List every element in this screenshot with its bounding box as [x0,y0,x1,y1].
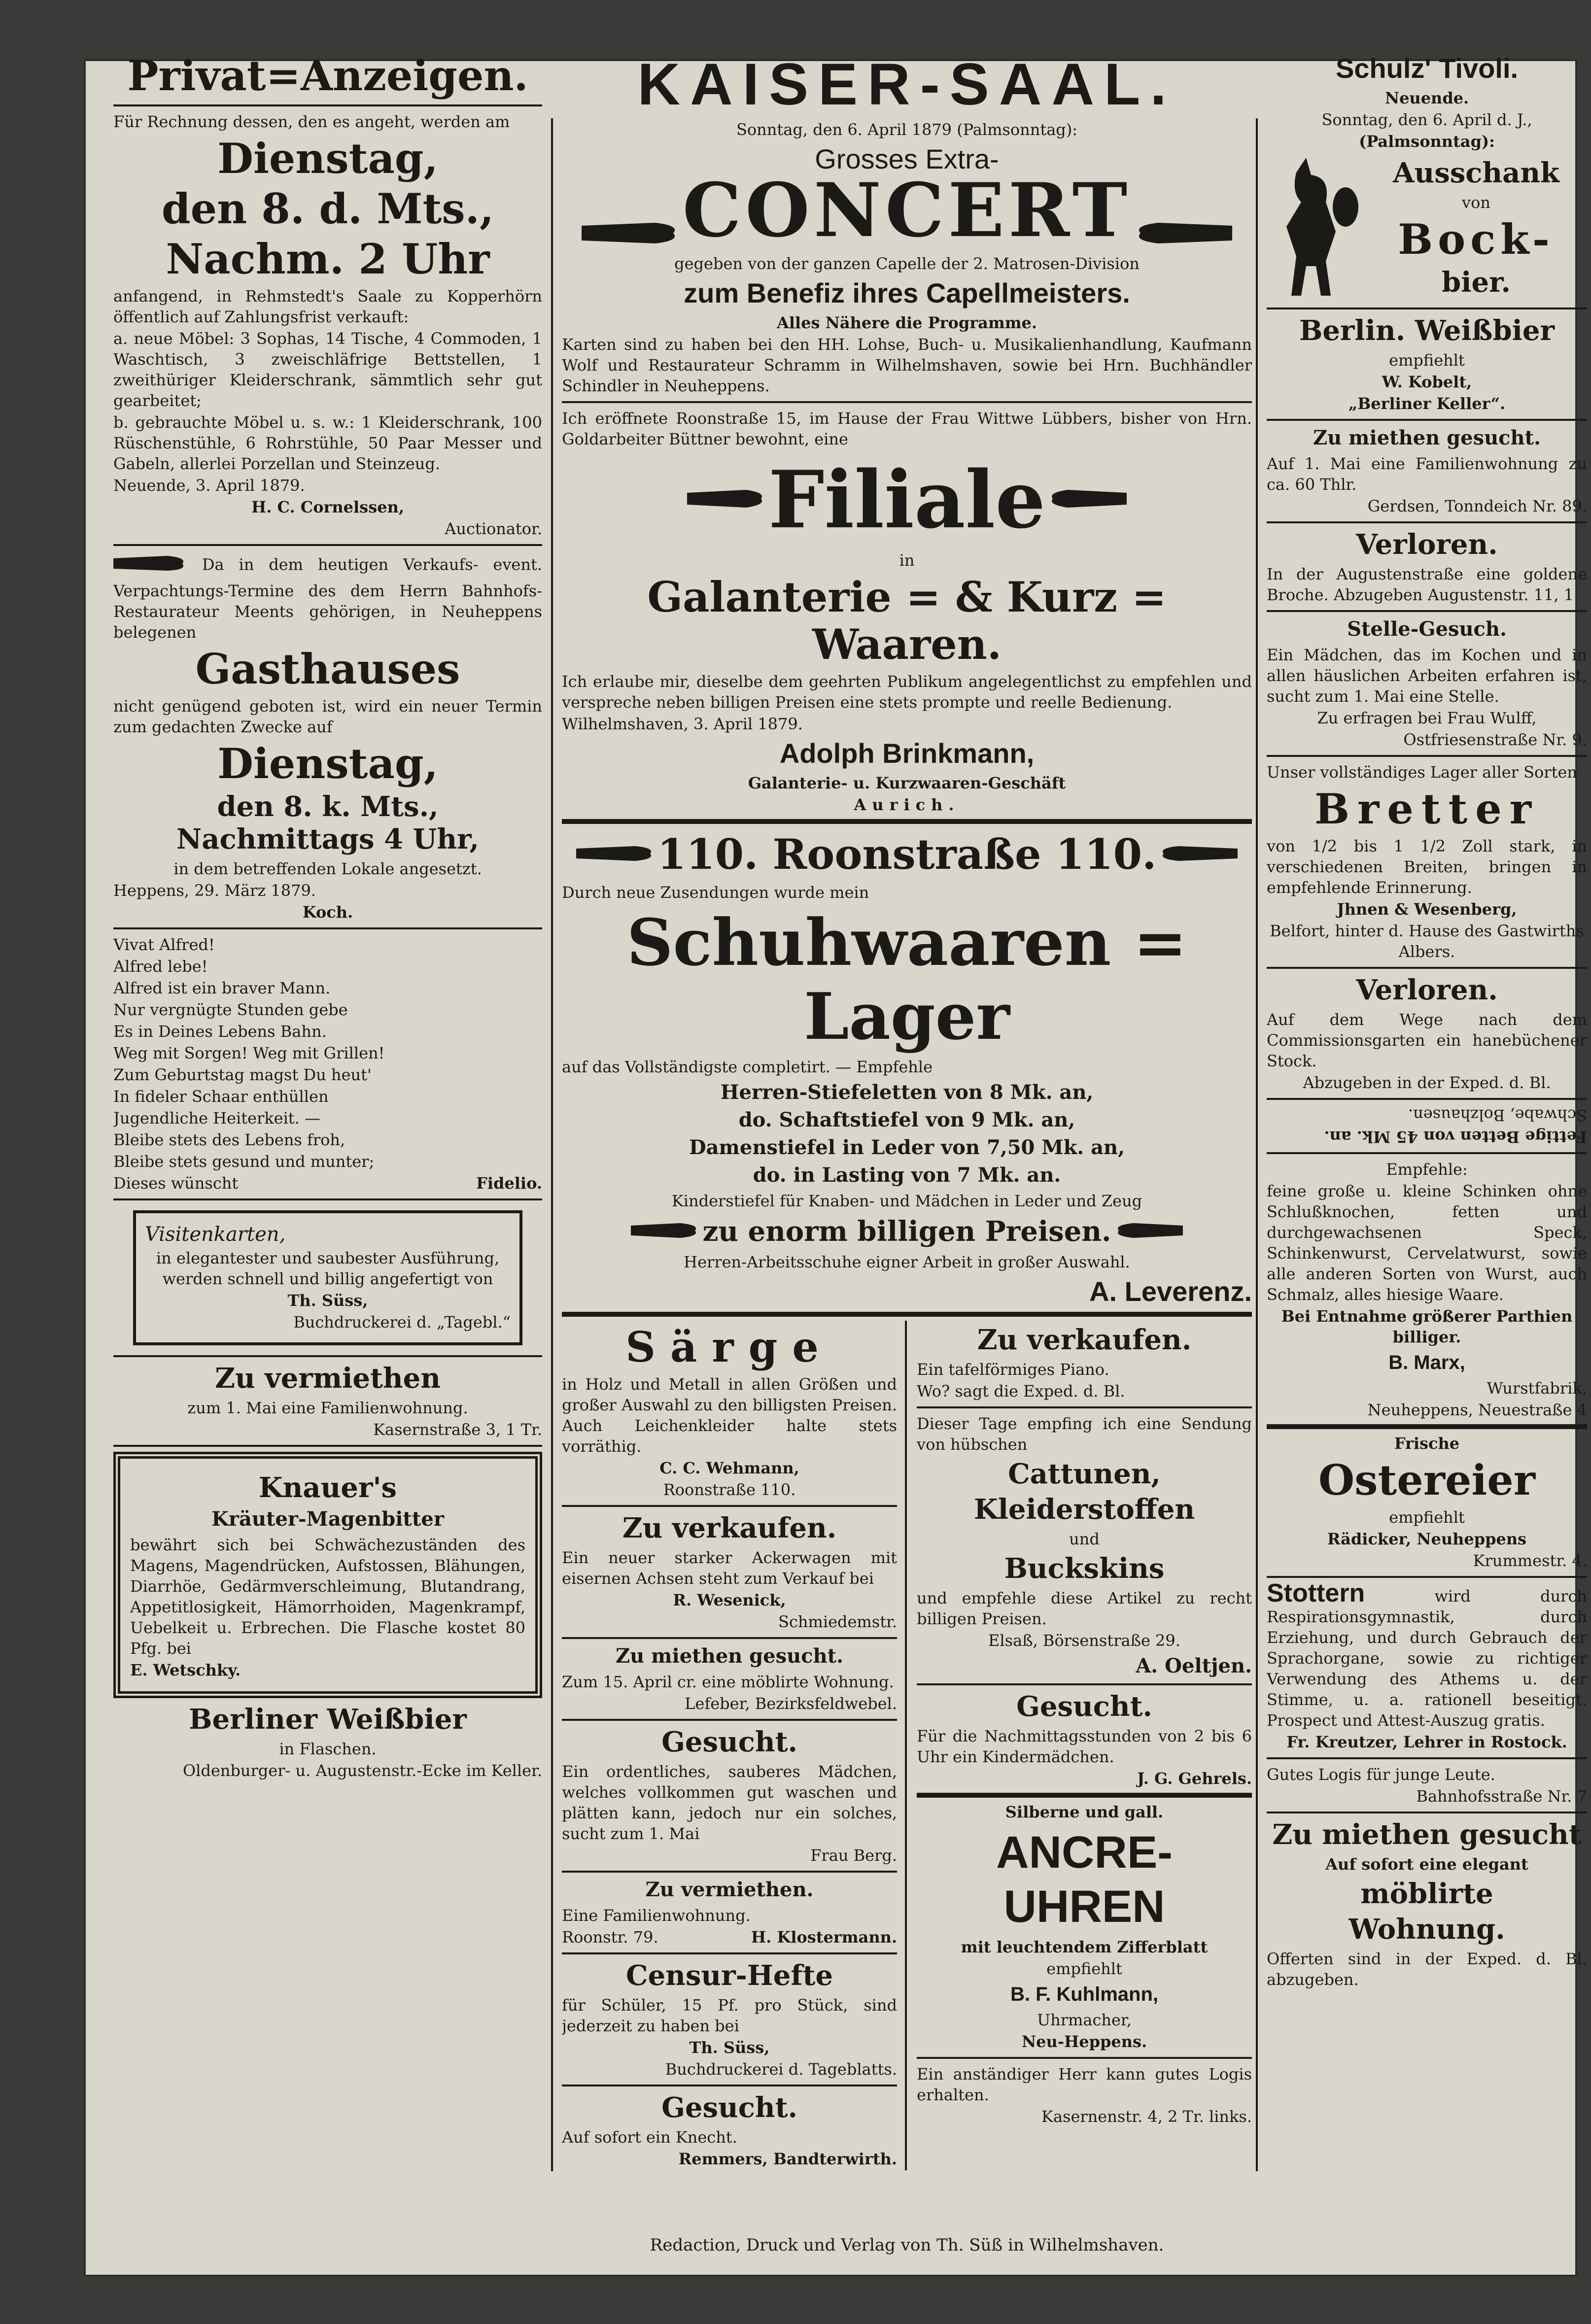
subcolumn-right [917,1321,1252,2170]
vermiethen-line [562,1927,897,1948]
divider [1267,521,1587,523]
pointing-hand-icon [1114,1218,1183,1245]
logis-body: Gutes Logis für junge Leute. [1267,1765,1495,1784]
marx-signature: B. Marx, [1388,1352,1465,1373]
gasthaus-body: nicht genügend geboten ist, wird ein neuer Termin zum gedachten Zwecke auf [113,697,542,736]
logis-body: Ein anständiger Herr kann gutes Logis erhalten. [917,2064,1252,2104]
vermiethen-title: Zu vermiethen [215,1362,441,1395]
tivoli-bock-row [1267,153,1587,303]
kaiser-date: Sonntag, den 6. April 1879 (Palmsonntag): [736,120,1078,139]
miethen-sub: Auf sofort eine elegant [1325,1855,1528,1874]
cattunen-place: Elsaß, Börsenstraße 29. [988,1631,1180,1650]
privat-time: Nachm. 2 Uhr [166,235,490,283]
poem-line: Jugendliche Heiterkeit. — [113,1109,320,1128]
gesucht-signature: J. G. Gehrels. [1137,1769,1252,1788]
pointing-hand-icon [576,841,655,868]
poem-line: Dieses wünscht Fidelio. [113,1174,542,1193]
cattunen-intro: Dieser Tage empfing ich eine Sendung von hübschen [917,1414,1252,1454]
verkaufen-question: Wo? sagt die Exped. d. Bl. [917,1381,1125,1401]
verloren-body: In der Augustenstraße eine goldene Broche. Abzugeben Augustenstr. 11, 1 [1267,565,1587,604]
marx-address: Neuheppens, Neuestraße 4 [1367,1401,1587,1419]
privat-intro: Für Rechnung dessen, den es angeht, werden am [113,112,510,131]
privat-date: den 8. d. Mts., [161,184,494,233]
upside-down-head: Fettige Betten von 45 Mk. an. [1324,1128,1587,1146]
schuh-address: 110. Roonstraße 110. [657,829,1157,879]
poem-line: Weg mit Sorgen! Weg mit Grillen! [113,1044,385,1062]
filiale-goods: Galanterie = & Kurz = Waaren. [647,572,1167,669]
stottern-title: Stottern [1267,1579,1365,1607]
tivoli-palm: (Palmsonntag): [1359,132,1495,151]
stottern-ad [1267,1579,1587,1731]
privat-item-a: a. neue Möbel: 3 Sophas, 14 Tische, 4 Commoden, 1 Waschtisch, 3 zweischläfrige Bettstellen, 1 zweithüriger Kleiderschrank, sämmtlich sehr gut gearbeitet; [113,329,542,410]
buckskins-title: Buckskins [1004,1552,1165,1585]
tivoli-bier: bier. [1442,266,1511,299]
filiale-title-row [562,450,1252,549]
miethen-title: Zu miethen gesucht. [1313,426,1541,449]
verkaufen-title: Zu verkaufen. [977,1323,1192,1356]
divider [1267,1757,1587,1759]
miethen-title: Zu miethen gesucht [1272,1818,1582,1851]
weissbier-empfiehlt: empfiehlt [1389,351,1465,370]
saerge-body: in Holz und Metall in allen Größen und großer Auswahl zu den billigsten Preisen. Auch Leichenkleider halte stets vorräthig. [562,1374,897,1456]
marx-bei: Bei Entnahme größerer Parthien billiger. [1281,1307,1573,1346]
knauer-body: bewährt sich bei Schwächezuständen des Magens, Magendrücken, Aufstossen, Blähungen, Diarrhöe, Gedärmverschleimung, Blutandrang, Appetitlosigkeit, Hämorrhoiden, Magenkrampf, Uebelkeit u. Erbrechen. Die Flasche kostet 80 Pfg. bei [130,1536,525,1658]
visitenkarten-body: in elegantester und saubester Ausführung, werden schnell und billig angefertigt von [156,1249,500,1288]
stelle-title: Stelle-Gesuch. [1347,617,1507,641]
visitenkarten-title: Visitenkarten, [145,1223,286,1246]
uhren-signature: B. F. Kuhlmann, [1010,1983,1158,2005]
filiale-title: Filiale [768,453,1046,546]
knauer-title: Knauer's [258,1471,397,1504]
schuh-body: auf das Vollständigste completirt. — Empfehle [562,1057,933,1076]
stelle-body: Ein Mädchen, das im Kochen und in allen häuslichen Arbeiten erfahren ist, sucht zum 1. Mai eine Stelle. [1267,646,1587,706]
visitenkarten-place: Buchdruckerei d. „Tagebl.“ [293,1313,511,1332]
knauer-subtitle: Kräuter-Magenbitter [211,1507,444,1531]
vermiethen-address: Roonstr. 79. [562,1927,658,1947]
schuh-intro: Durch neue Zusendungen wurde mein [562,883,869,902]
privat-body: anfangend, in Rehmstedt's Saale zu Kopperhörn öffentlich auf Zahlungsfrist verkauft: [113,287,542,326]
gasthaus-place: in dem betreffenden Lokale angesetzt. [173,859,482,878]
weissbier-signature: W. Kobelt, [1382,373,1472,391]
vermiethen-body: Eine Familienwohnung. [562,1906,751,1925]
divider [1267,1424,1587,1429]
visitenkarten-signature: Th. Süss, [287,1291,368,1310]
knauer-ad [113,1452,542,1698]
divider [1267,1576,1587,1578]
miethen-body: Auf 1. Mai eine Familienwohnung zu ca. 60 Thlr. [1267,454,1587,494]
divider [113,1445,542,1447]
kaiser-benefit: zum Benefiz ihres Capellmeisters. [684,277,1130,308]
divider [1267,1811,1587,1813]
gasthaus-intro [113,551,542,643]
kaiser-concert-row [562,167,1252,254]
gasthaus-day: Dienstag, [217,739,438,788]
divider [917,1793,1252,1798]
saerge-address: Roonstraße 110. [663,1480,796,1499]
column-left [113,49,542,2225]
poem-line: Alfred lebe! [113,957,208,976]
schuh-item: Damenstiefel in Leder von 7,50 Mk. an, [689,1135,1125,1159]
schuh-price: zu enorm billigen Preisen. [702,1215,1111,1248]
verkaufen-signature: R. Wesenick, [673,1590,786,1609]
divider [113,104,542,106]
divider [562,2085,897,2086]
privat-role: Auctionator. [445,519,542,538]
bretter-signature: Jhnen & Wesenberg, [1337,900,1517,919]
censur-title: Censur-Hefte [625,1959,833,1992]
tivoli-date: Sonntag, den 6. April d. J., [1321,110,1532,129]
divider [562,1952,897,1954]
subcolumn-left [562,1321,907,2170]
marx-body: feine große u. kleine Schinken ohne Schlußknochen, fetten und durchgewachsenen Speck, Schinkenwurst, Cervelatwurst, sowie alle anderen Sorten von Wurst, auch Schmalz, alles hiesige Waare. [1267,1182,1587,1304]
cattunen-body: und empfehle diese Artikel zu recht billigen Preisen. [917,1588,1252,1628]
divider [917,1683,1252,1685]
filiale-dateline: Wilhelmshaven, 3. April 1879. [562,714,803,733]
divider [113,544,542,546]
schuh-address-row [562,828,1252,881]
divider [562,1719,897,1721]
miethen-body: Offerten sind in der Exped. d. Bl. abzugeben. [1267,1949,1587,1989]
kaiser-title: KAISER-SAAL. [637,51,1176,117]
poem-line: Nur vergnügte Stunden gebe [113,1000,348,1019]
pointing-hand-icon [687,484,766,515]
uhren-role: Uhrmacher, [1037,2010,1132,2029]
saerge-title: Särge [625,1322,833,1371]
imprint-footer: Redaction, Druck und Verlag von Th. Süß in Wilhelmshaven. [650,2235,1164,2255]
vermiethen-address: Kasernstraße 3, 1 Tr. [373,1420,542,1439]
gasthaus-date: den 8. k. Mts., Nachmittags 4 Uhr, [176,790,479,855]
schuh-title: Schuhwaaren = Lager [626,904,1187,1054]
marx-role: Wurstfabrik, [1487,1379,1587,1398]
divider [1267,967,1587,969]
pointing-hand-icon [1048,484,1127,515]
kaiser-tickets: Karten sind zu haben bei den HH. Lohse, Buch- u. Musikalienhandlung, Kaufmann Wolf und Restaurateur Schramm in Wilhelmshaven, sowie bei Hrn. Buchhändler Schindler in Neuheppens. [562,335,1252,395]
pointing-hand-icon [631,1218,700,1245]
divider [917,2057,1252,2059]
filiale-intro: Ich eröffnete Roonstraße 15, im Hause der Frau Wittwe Lübbers, bisher von Hrn. Goldarbeiter Büttner bewohnt, eine [562,409,1252,448]
oster-title: Ostereier [1318,1456,1535,1504]
kaiser-concert: CONCERT [682,167,1132,254]
oster-address: Krummestr. 4. [1473,1551,1587,1570]
tivoli-von: von [1462,193,1490,212]
oster-intro: Frische [1394,1434,1460,1453]
gesucht-body: Auf sofort ein Knecht. [562,2127,737,2147]
tivoli-title: Schulz' Tivoli. [1335,53,1519,84]
poem-line: Zum Geburtstag magst Du heut' [113,1065,372,1084]
miethen-moeblirte: möblirte [1360,1878,1493,1910]
privat-day: Dienstag, [217,134,438,183]
verkaufen-role: Schmiedemstr. [778,1612,897,1631]
upside-down-sub: Schwabe, Bolzhausen. [1408,1106,1587,1125]
censur-place: Buchdruckerei d. Tageblatts. [665,2059,897,2079]
verkaufen-body: Ein neuer starker Ackerwagen mit eisernen Achsen steht zum Verkauf bei [562,1548,897,1588]
cattunen-und: und [1069,1529,1100,1548]
bretter-intro: Unser vollständiges Lager aller Sorten [1267,763,1577,782]
uhren-subtitle: mit leuchtendem Zifferblatt [961,1937,1208,1956]
filiale-town: Aurich. [854,795,960,814]
vermiethen-body: zum 1. Mai eine Familienwohnung. [187,1399,468,1417]
divider [1267,610,1587,612]
divider [1267,419,1587,421]
filiale-in: in [899,550,915,570]
miethen-signature: Gerdsen, Tonndeich Nr. 89. [1367,497,1587,515]
gasthaus-signature: Koch. [302,903,353,922]
schuh-kinder: Kinderstiefel für Knaben- und Mädchen in Leder und Zeug [671,1191,1142,1210]
filiale-body: Ich erlaube mir, dieselbe dem geehrten Publikum angelegentlichst zu empfehlen und verspreche neben billigen Preisen eine stets prompte und reelle Bedienung. [562,672,1252,712]
weissbier-title: Berliner Weißbier [189,1703,467,1736]
kleiderstoffen-title: Kleiderstoffen [973,1493,1195,1526]
schuh-signature: A. Leverenz. [1089,1275,1252,1307]
divider [562,1637,897,1639]
verloren-body: Auf dem Wege nach dem Commissionsgarten ein hanebüchener Stock. [1267,1010,1587,1070]
column-middle [562,49,1252,2225]
weissbier-title: Berlin. Weißbier [1299,314,1555,347]
gesucht-title: Gesucht. [1016,1690,1152,1723]
uhren-intro: Silberne und gall. [1005,1802,1164,1821]
logis-address: Bahnhofsstraße Nr. 7 [1416,1787,1587,1806]
stottern-signature: Fr. Kreutzer, Lehrer in Rostock. [1286,1733,1567,1751]
schuh-item: do. in Lasting von 7 Mk. an. [753,1163,1061,1187]
divider [113,1355,542,1357]
verkaufen-title: Zu verkaufen. [622,1511,837,1544]
filiale-shop: Galanterie- u. Kurzwaaren-Geschäft [748,773,1066,792]
middle-subcolumns [562,1321,1252,2170]
poem-line: Bleibe stets des Lebens froh, [113,1130,346,1149]
privat-title: Privat=Anzeigen. [127,51,528,100]
saerge-signature: C. C. Wehmann, [659,1458,799,1477]
divider [917,1406,1252,1408]
censur-signature: Th. Süss, [689,2038,770,2057]
divider [562,1505,897,1507]
bretter-address: Belfort, hinter d. Hause des Gastwirths Albers. [1270,922,1584,961]
knauer-signature: E. Wetschky. [130,1661,241,1679]
kaiser-grosses: Grosses Extra- [815,143,999,174]
divider [1267,308,1587,309]
tivoli-bock: Bock- [1398,215,1555,264]
schuh-item: Herren-Stiefeletten von 8 Mk. an, [720,1080,1094,1104]
filiale-signature: Adolph Brinkmann, [779,737,1035,769]
privat-signature: H. C. Cornelssen, [251,498,404,516]
visitenkarten-ad [133,1210,522,1345]
oster-signature: Rädicker, Neuheppens [1327,1530,1527,1548]
divider [562,1871,897,1873]
uhren-title: ANCRE-UHREN [996,1827,1173,1932]
gasthaus-intro-text: Da in dem heutigen Verkaufs- event. Verpachtungs-Termine des dem Herrn Bahnhofs-Restaurateur Meents gehörigen, in Neuheppens belegenen [113,555,542,642]
pointing-hand-icon [1159,841,1238,868]
uhren-empfiehlt: empfiehlt [1046,1959,1122,1978]
weissbier-address: Oldenburger- u. Augustenstr.-Ecke im Keller. [182,1761,542,1780]
miethen-signature: Lefeber, Bezirksfeldwebel. [685,1694,897,1713]
vermiethen-signature: H. Klostermann. [751,1927,897,1947]
divider [562,401,1252,403]
poem [113,934,542,1194]
poem-line: In fideler Schaar enthüllen [113,1087,329,1106]
column-rule [551,118,553,2171]
tivoli-bock-text [1365,154,1587,302]
verkaufen-body: Ein tafelförmiges Piano. [917,1360,1109,1379]
gesucht-title: Gesucht. [661,2091,797,2124]
logis-address: Kasernenstr. 4, 2 Tr. links. [1041,2107,1252,2126]
upside-down-ad [1267,1105,1587,1147]
privat-dateline: Neuende, 3. April 1879. [113,476,305,495]
stelle-address: Ostfriesenstraße Nr. 9. [1403,730,1587,749]
verloren-address: Abzugeben in der Exped. d. Bl. [1303,1073,1551,1092]
gesucht-signature: Frau Berg. [810,1846,897,1865]
schuh-arbeit: Herren-Arbeitsschuhe eigner Arbeit in großer Auswahl. [684,1252,1130,1271]
poem-line: Vivat Alfred! [113,935,215,954]
kaiser-by: gegeben von der ganzen Capelle der 2. Matrosen-Division [674,254,1140,273]
stelle-question: Zu erfragen bei Frau Wulff, [1317,709,1537,727]
schuh-price-row [562,1212,1252,1251]
divider [1267,1098,1587,1100]
bretter-body: von 1/2 bis 1 1/2 Zoll stark, in verschiedenen Breiten, bringen in empfehlende Erinnerung. [1267,837,1587,897]
poem-signature: Fidelio. [476,1174,542,1193]
miethen-title: Zu miethen gesucht. [615,1644,844,1668]
privat-item-b: b. gebrauchte Möbel u. s. w.: 1 Kleiderschrank, 100 Rüschenstühle, 6 Rohrstühle, 50 Paar Messer und Gabeln, allerlei Porzellan und Steinzeug. [113,413,542,473]
schuh-item: do. Schaftstiefel von 9 Mk. an, [738,1108,1075,1131]
pointing-hand-icon [113,551,187,581]
oster-empfiehlt: empfiehlt [1389,1508,1465,1527]
miethen-body: Zum 15. April cr. eine möblirte Wohnung. [562,1672,894,1691]
marx-empfehle: Empfehle: [1386,1160,1468,1179]
divider [1267,755,1587,757]
cattunen-signature: A. Oeltjen. [1136,1654,1252,1677]
poem-line: Alfred ist ein braver Mann. [113,979,331,997]
tivoli-ausschank: Ausschank [1393,157,1559,189]
verloren-title: Verloren. [1356,528,1498,561]
gesucht-signature: Remmers, Bandterwirth. [678,2149,897,2168]
gasthaus-word: Gasthauses [195,645,460,693]
column-right [1267,49,1587,2225]
weissbier-body: in Flaschen. [279,1740,377,1758]
kaiser-programme: Alles Nähere die Programme. [776,313,1038,332]
divider [113,1198,542,1200]
gasthaus-dateline: Heppens, 29. März 1879. [113,881,316,900]
divider [562,1312,1252,1317]
uhren-town: Neu-Heppens. [1021,2032,1147,2051]
pointing-hand-icon [1134,216,1232,252]
weissbier-keller: „Berliner Keller“. [1348,394,1506,413]
cattunen-title: Cattunen, [1008,1457,1161,1490]
vermiethen-title: Zu vermiethen. [645,1878,814,1901]
pointing-hand-icon [582,216,680,252]
verloren-title: Verloren. [1356,974,1498,1006]
gesucht-title: Gesucht. [661,1725,797,1758]
tivoli-place: Neuende. [1384,89,1469,107]
poem-line: Bleibe stets gesund und munter; [113,1152,375,1171]
goat-icon [1267,153,1365,303]
censur-body: für Schüler, 15 Pf. pro Stück, sind jederzeit zu haben bei [562,1995,897,2035]
column-rule [1256,118,1258,2171]
gesucht-body: Ein ordentliches, sauberes Mädchen, welches vollkommen gut waschen und plätten kann, jedoch nur ein solches, sucht zum 1. Mai [562,1762,897,1843]
divider [113,927,542,929]
divider [562,819,1252,824]
poem-line: Es in Deines Lebens Bahn. [113,1022,327,1041]
miethen-wohnung: Wohnung. [1349,1913,1505,1946]
stottern-body: wird durch Respirationsgymnastik, durch Erziehung, und durch Gebrauch der Sprachorgane, sowie zu richtiger Verwendung des Athems u. der Stimme, u. a. rationell beseitigt. Prospect und Attest-Auszug gratis. [1267,1587,1587,1730]
divider [1267,1152,1587,1154]
bretter-title: Bretter [1314,785,1539,833]
gesucht-body: Für die Nachmittagsstunden von 2 bis 6 Uhr ein Kindermädchen. [917,1726,1252,1766]
